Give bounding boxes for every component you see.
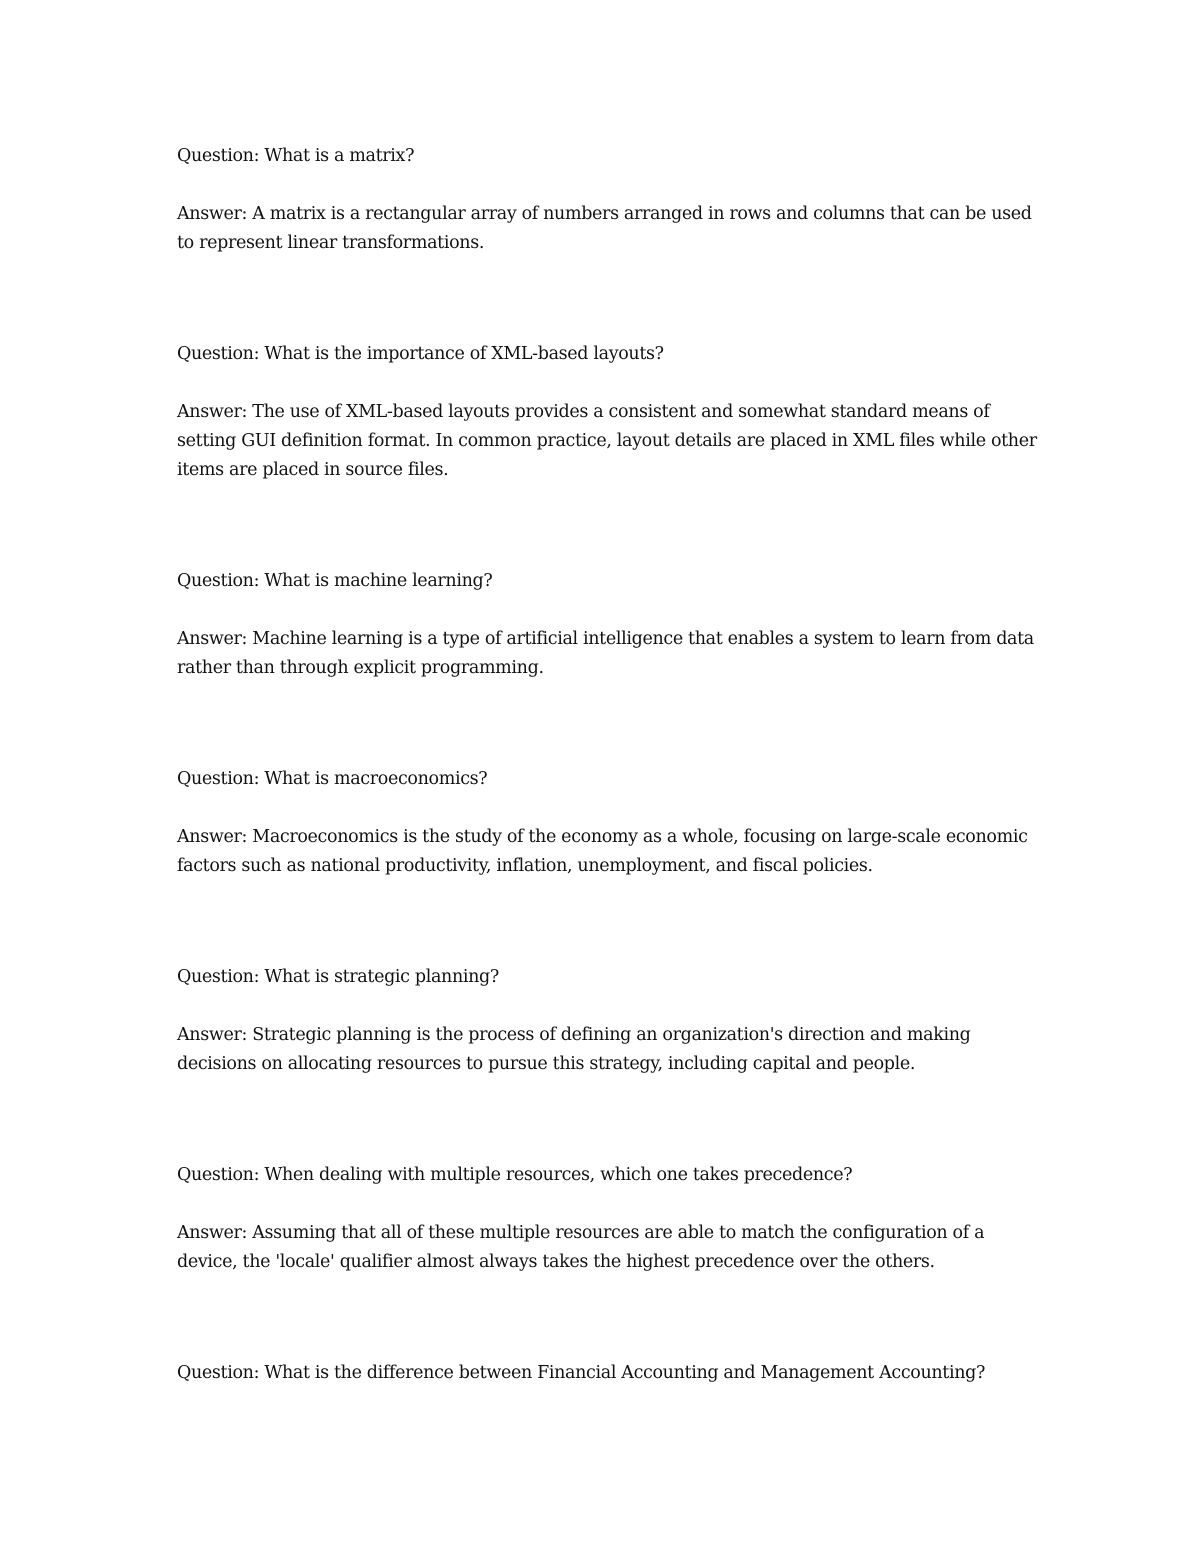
answer-text: Answer: A matrix is a rectangular array of numbers arranged in rows and columns that can be used to represent linear transformations. [177,204,1032,253]
qa-item-xml-layouts [177,340,1047,485]
qa-item-machine-learning [177,567,1047,683]
question-text: Question: What is the difference between Financial Accounting and Management Accounting? [177,1363,986,1383]
question-text: Question: What is machine learning? [177,571,493,591]
question-text: Question: What is the importance of XML-based layouts? [177,344,664,364]
question-text: Question: What is macroeconomics? [177,769,488,789]
answer-text: Answer: Strategic planning is the process of defining an organization's direction and making decisions on allocating resources to pursue this strategy, including capital and people. [177,1025,971,1074]
qa-item-matrix [177,142,1047,258]
answer-text: Answer: The use of XML-based layouts provides a consistent and somewhat standard means of setting GUI definition format. In common practice, layout details are placed in XML files while other items are placed in source files. [177,402,1037,480]
answer-text: Answer: Assuming that all of these multiple resources are able to match the configuration of a device, the 'locale' qualifier almost always takes the highest precedence over the others. [177,1223,985,1272]
qa-item-accounting [177,1359,1047,1388]
answer-text: Answer: Machine learning is a type of artificial intelligence that enables a system to learn from data rather than through explicit programming. [177,629,1034,678]
question-text: Question: What is strategic planning? [177,967,499,987]
question-text: Question: When dealing with multiple resources, which one takes precedence? [177,1165,853,1185]
answer-text: Answer: Macroeconomics is the study of the economy as a whole, focusing on large-scale economic factors such as national productivity, inflation, unemployment, and fiscal policies. [177,827,1028,876]
qa-item-resource-precedence [177,1161,1047,1277]
qa-item-strategic-planning [177,963,1047,1079]
question-text: Question: What is a matrix? [177,146,415,166]
qa-item-macroeconomics [177,765,1047,881]
qa-list [177,142,1047,1417]
